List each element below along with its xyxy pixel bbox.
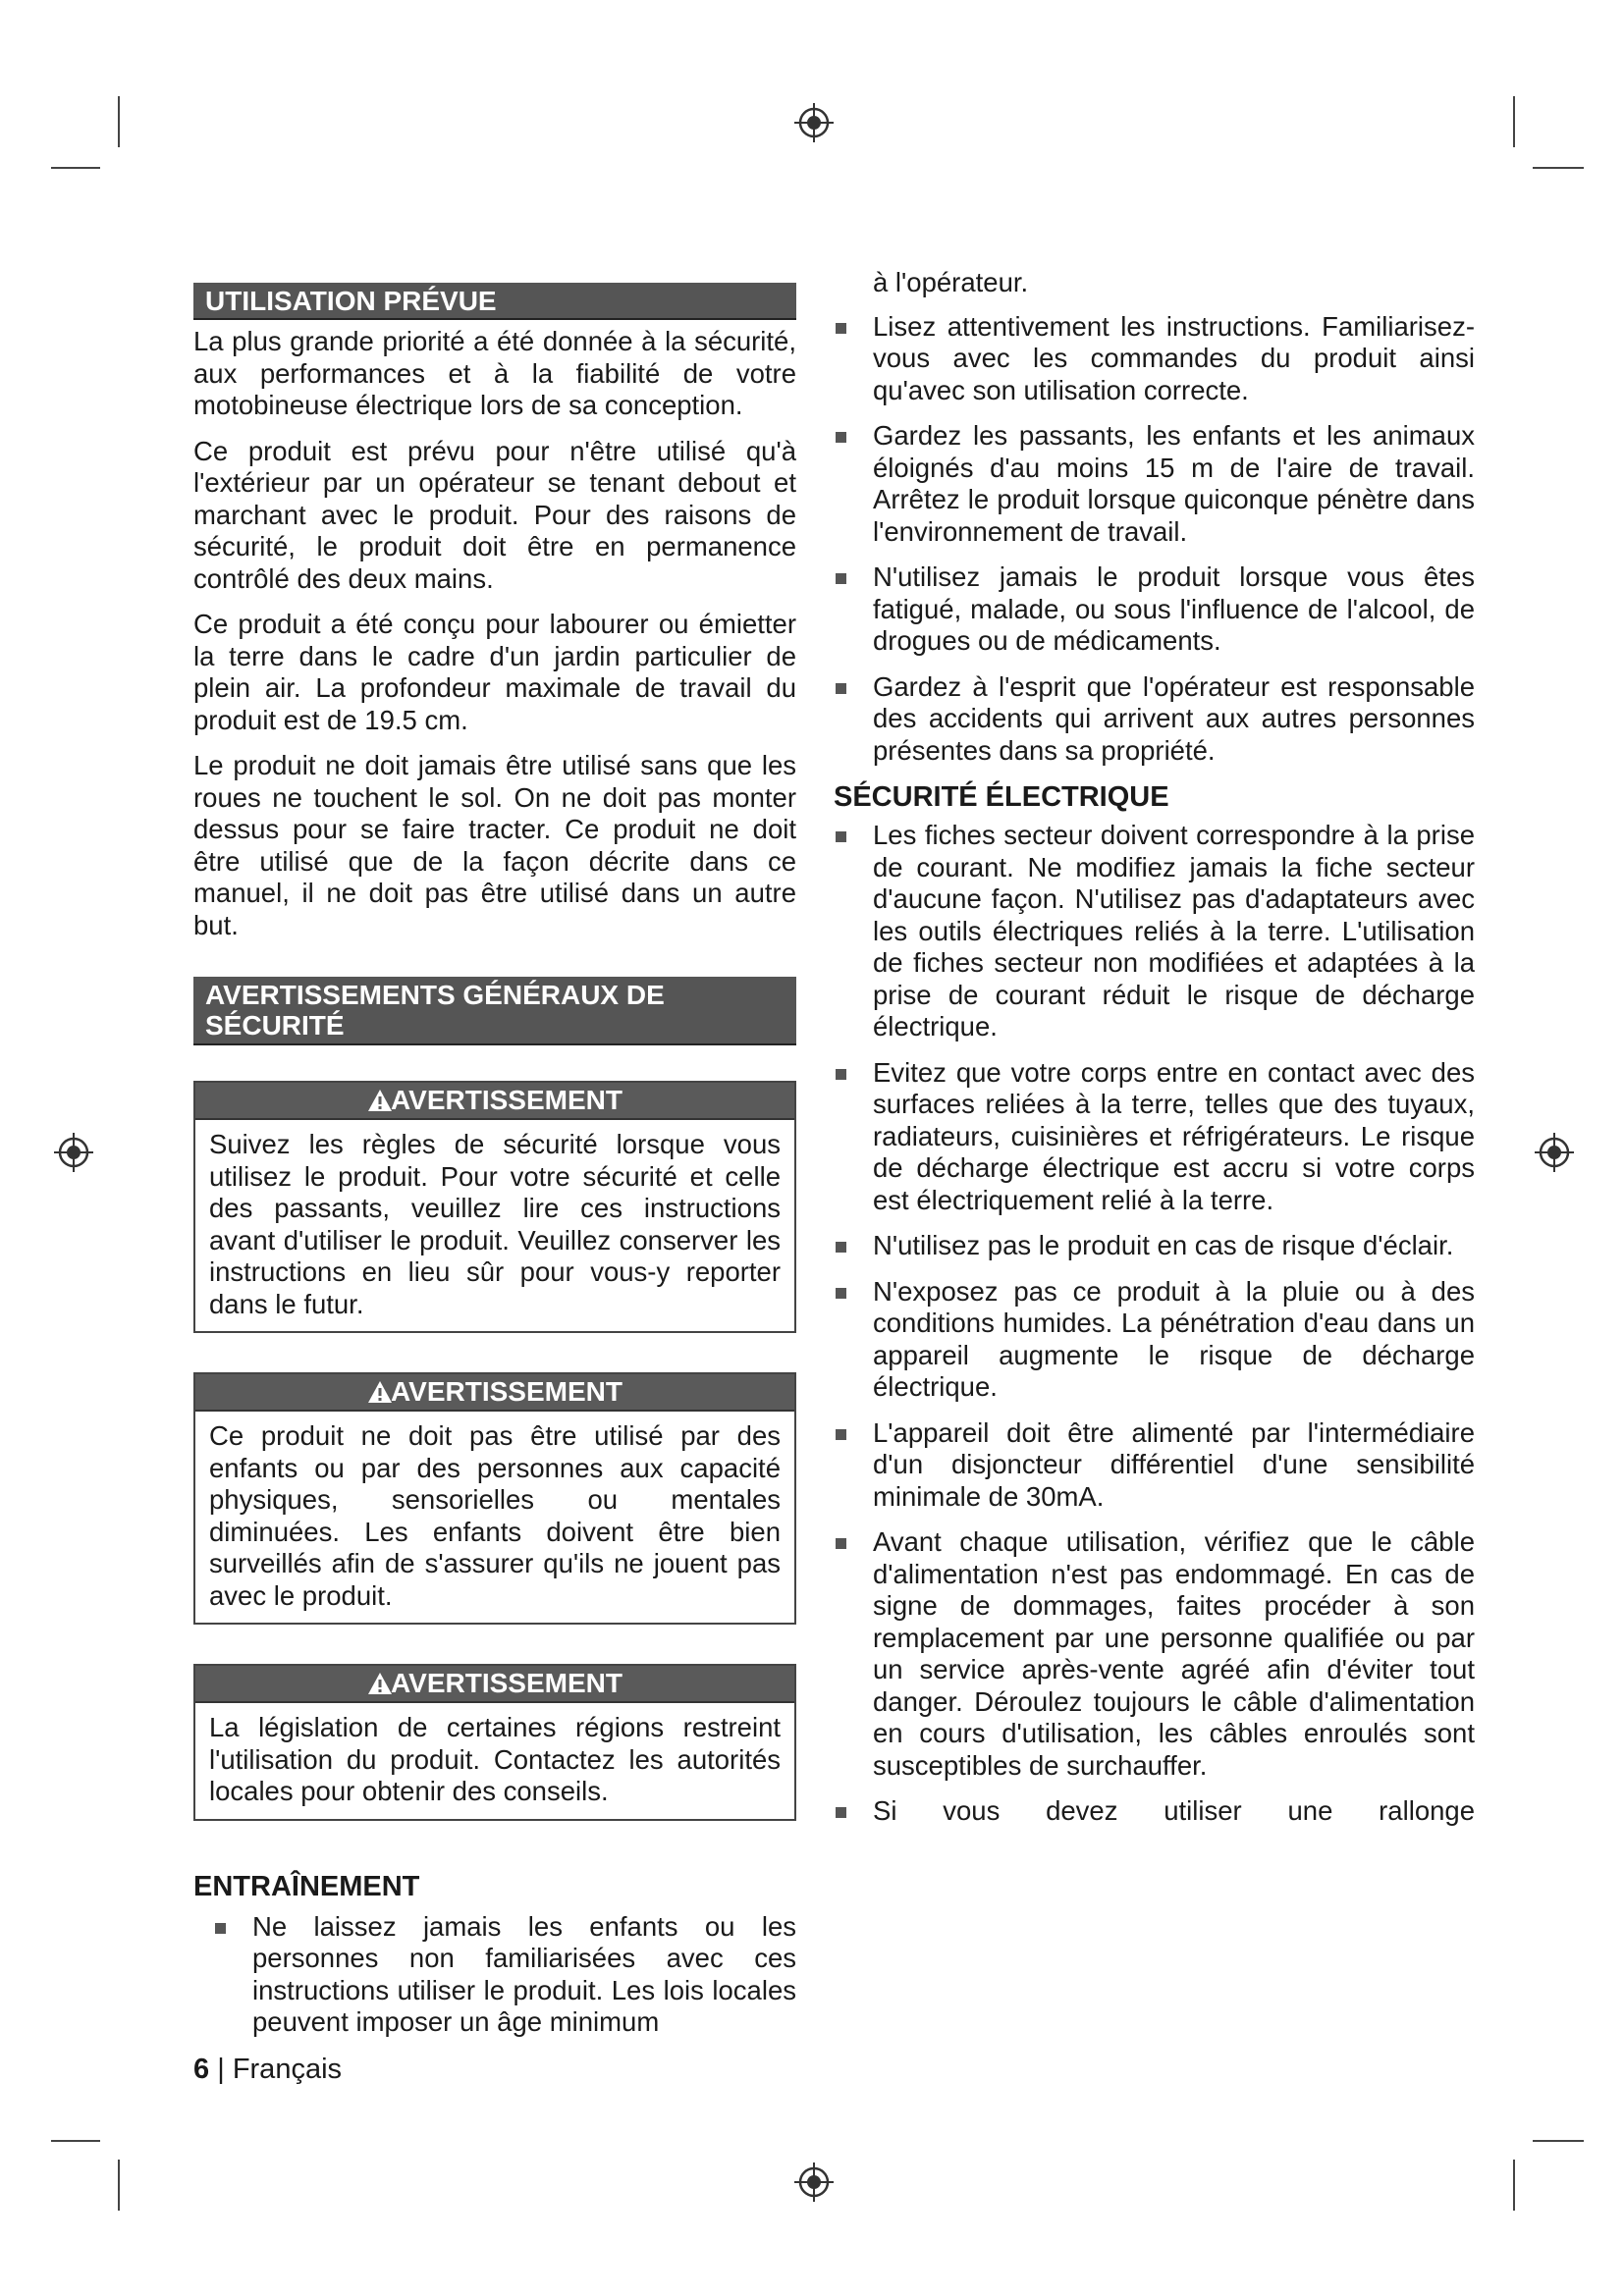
- warning-text: La législation de certaines régions restreint l'utilisation du produit. Contactez les autorités locales pour obtenir des conseils.: [209, 1712, 781, 1806]
- paragraph: Ce produit a été conçu pour labourer ou émietter la terre dans le cadre d'un jardin particulier de plein air. La profondeur maximale de travail du produit est de 19.5 cm.: [193, 609, 796, 735]
- bullet-square-icon: [836, 573, 846, 584]
- left-column: [193, 265, 796, 2053]
- subheading-entrainement: ENTRAÎNEMENT: [193, 1870, 420, 1902]
- page-number: 6: [193, 2054, 210, 2085]
- bullet-text: Evitez que votre corps entre en contact avec des surfaces reliées à la terre, telles que des tuyaux, radiateurs, cuisinières et réfrigérateurs. Le risque de décharge électrique est accru si votre corps est électriquement relié à la terre.: [873, 1056, 1475, 1215]
- right-column: [834, 267, 1475, 1842]
- warning-box: [193, 1081, 796, 1333]
- warning-header: [195, 1083, 794, 1120]
- bullet-text: Gardez les passants, les enfants et les animaux éloignés d'au moins 15 m de l'aire de travail. Arrêtez le produit lorsque quiconque pénètre dans l'environnement de travail.: [873, 420, 1475, 547]
- bullet-text: Les fiches secteur doivent correspondre à la prise de courant. Ne modifiez jamais la fiche secteur d'aucune façon. N'utilisez pas d'adaptateurs avec les outils électriques reliés à la terre. L'utilisation de fiches secteur non modifiées et adaptées à la prise de courant réduit le risque de décharge électrique.: [873, 820, 1475, 1041]
- crop-mark: [51, 167, 100, 169]
- warning-box: [193, 1664, 796, 1821]
- bullet-text: Avant chaque utilisation, vérifiez que le câble d'alimentation n'est pas endommagé. En cas de signe de dommages, faites procéder à son remplacement par une personne qualifiée ou par un service après-vente agréé afin d'éviter tout danger. Déroulez toujours le câble d'alimentation en cours d'utilisation, les câbles enroulés sont susceptibles de surchauffer.: [873, 1526, 1475, 1781]
- warning-header-label: AVERTISSEMENT: [391, 1376, 623, 1407]
- bullet-square-icon: [836, 1288, 846, 1299]
- warning-header: [195, 1374, 794, 1412]
- bullet-square-icon: [836, 683, 846, 694]
- bullet-square-icon: [836, 432, 846, 443]
- bullet-square-icon: [836, 831, 846, 842]
- bullet-item: [834, 1057, 1475, 1217]
- bullet-item: [834, 1417, 1475, 1514]
- warning-triangle-icon: [367, 1380, 393, 1404]
- crop-mark: [1533, 2140, 1584, 2142]
- continuation-text: à l'opérateur.: [873, 267, 1029, 297]
- bullet-square-icon: [836, 1429, 846, 1440]
- bullet-text: N'exposez pas ce produit à la pluie ou à des conditions humides. La pénétration d'eau dans un appareil augmente le risque de décharge électrique.: [873, 1275, 1475, 1402]
- warning-header-label: AVERTISSEMENT: [391, 1085, 623, 1115]
- warning-box: [193, 1372, 796, 1625]
- warning-header: [195, 1666, 794, 1703]
- warning-text: Ce produit ne doit pas être utilisé par des enfants ou par des personnes aux capacité physiques, sensorielles ou mentales diminuées. Les enfants doivent être bien surveillés afin de s'assurer qu'ils ne jouent pas avec le produit.: [209, 1420, 781, 1611]
- bullet-text: Gardez à l'esprit que l'opérateur est responsable des accidents qui arrivent aux autres personnes présentes dans sa propriété.: [873, 670, 1475, 766]
- crop-mark: [118, 96, 120, 147]
- warning-triangle-icon: [367, 1089, 393, 1112]
- bullet-square-icon: [836, 1807, 846, 1818]
- paragraph: Le produit ne doit jamais être utilisé sans que les roues ne touchent le sol. On ne doit pas monter dessus pour se faire tracter. Ce produit ne doit être utilisé que de la façon décrite dans ce manuel, il ne doit pas être utilisé dans un autre but.: [193, 750, 796, 940]
- warning-header-label: AVERTISSEMENT: [391, 1668, 623, 1698]
- registration-target-icon: [54, 1133, 93, 1172]
- section-title-utilisation: UTILISATION PRÉVUE: [193, 283, 796, 320]
- footer-language: Français: [232, 2054, 343, 2085]
- subheading-securite-electrique: SÉCURITÉ ÉLECTRIQUE: [834, 781, 1169, 813]
- bullet-item: [834, 671, 1475, 768]
- bullet-square-icon: [836, 1069, 846, 1080]
- bullet-item: [834, 1230, 1475, 1262]
- crop-mark: [1533, 167, 1584, 169]
- bullet-item: [834, 1276, 1475, 1404]
- bullet-item: [213, 1911, 796, 2039]
- registration-target-icon: [1535, 1133, 1574, 1172]
- bullet-item: [834, 311, 1475, 407]
- bullet-item: [834, 561, 1475, 658]
- bullet-square-icon: [215, 1923, 226, 1934]
- crop-mark: [1513, 2160, 1515, 2211]
- bullet-item: [834, 420, 1475, 548]
- crop-mark: [1513, 96, 1515, 147]
- bullet-square-icon: [836, 1538, 846, 1549]
- bullet-text: Si vous devez utiliser une rallonge: [873, 1795, 1475, 1826]
- bullet-square-icon: [836, 323, 846, 334]
- paragraph: La plus grande priorité a été donnée à la sécurité, aux performances et à la fiabilité de votre motobineuse électrique lors de sa conception.: [193, 326, 796, 420]
- bullet-item: [834, 1795, 1475, 1828]
- registration-target-icon: [794, 2163, 834, 2202]
- crop-mark: [118, 2160, 120, 2211]
- warning-triangle-icon: [367, 1672, 393, 1695]
- page-footer: [193, 2054, 342, 2086]
- footer-separator: |: [217, 2054, 225, 2085]
- warning-text: Suivez les règles de sécurité lorsque vous utilisez le produit. Pour votre sécurité et celle des passants, veuillez lire ces instructions avant d'utiliser le produit. Veuillez conserver les instructions en lieu sûr pour vous-y reporter dans le futur.: [209, 1129, 781, 1319]
- paragraph: Ce produit est prévu pour n'être utilisé qu'à l'extérieur par un opérateur se tenant debout et marchant avec le produit. Pour des raisons de sécurité, le produit doit être en permanence contrôlé des deux mains.: [193, 435, 796, 594]
- bullet-text: N'utilisez jamais le produit lorsque vous êtes fatigué, malade, ou sous l'influence de l'alcool, de drogues ou de médicaments.: [873, 561, 1475, 656]
- bullet-item: [834, 820, 1475, 1043]
- bullet-text: N'utilisez pas le produit en cas de risque d'éclair.: [873, 1230, 1454, 1260]
- crop-mark: [51, 2140, 100, 2142]
- bullet-text: L'appareil doit être alimenté par l'intermédiaire d'un disjoncteur différentiel d'une sensibilité minimale de 30mA.: [873, 1416, 1475, 1512]
- bullet-text: Lisez attentivement les instructions. Familiarisez-vous avec les commandes du produit ainsi qu'avec son utilisation correcte.: [873, 310, 1475, 405]
- section-title-avertissements: AVERTISSEMENTS GÉNÉRAUX DE SÉCURITÉ: [193, 977, 796, 1045]
- registration-target-icon: [794, 103, 834, 142]
- bullet-square-icon: [836, 1242, 846, 1253]
- bullet-item: [834, 1526, 1475, 1782]
- bullet-text: Ne laissez jamais les enfants ou les personnes non familiarisées avec ces instructions utiliser le produit. Les lois locales peuvent imposer un âge minimum: [252, 1910, 796, 2037]
